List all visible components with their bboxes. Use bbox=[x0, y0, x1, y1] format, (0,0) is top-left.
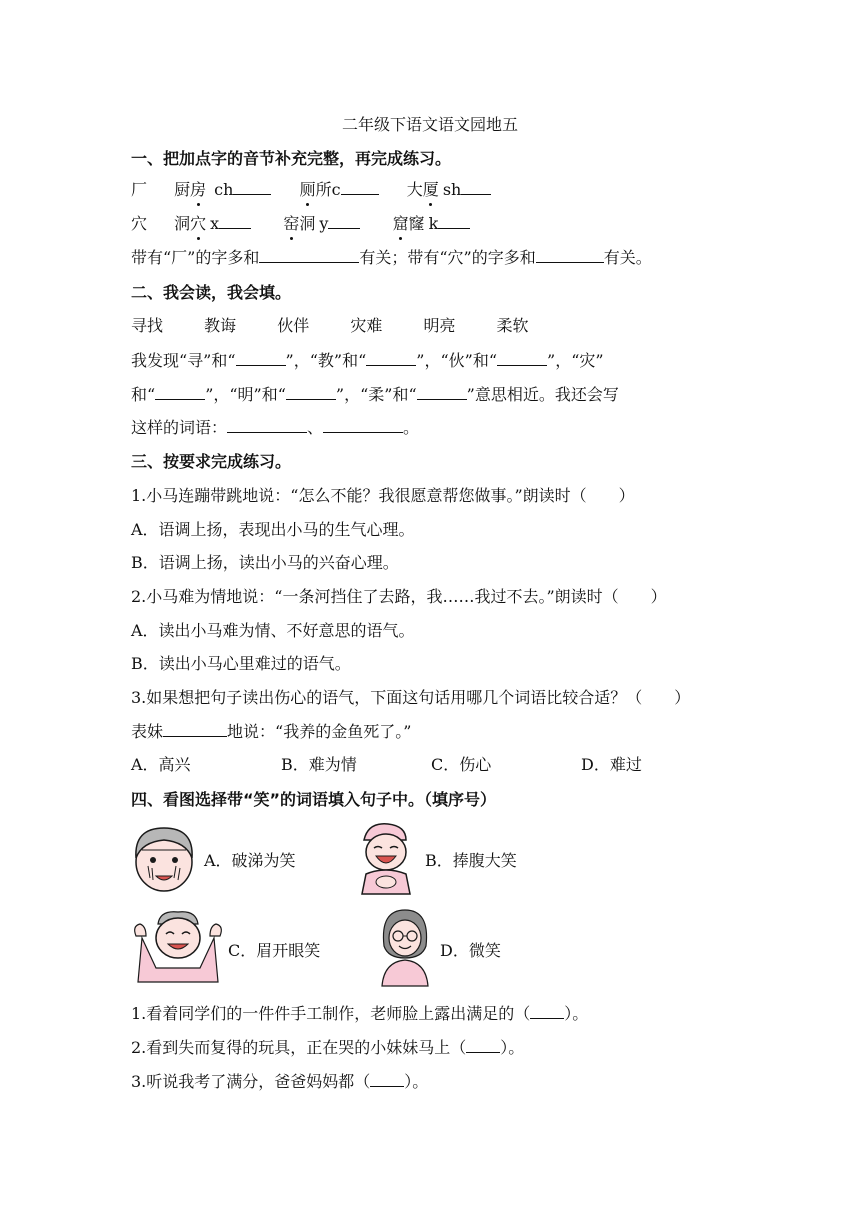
text: 1.看着同学们的一件件手工制作，老师脸上露出满足的（ bbox=[131, 1004, 531, 1023]
blank[interactable] bbox=[466, 1036, 500, 1053]
page-title: 二年级下语文语文园地五 bbox=[341, 115, 518, 134]
dotted-char: 穴 bbox=[190, 214, 207, 233]
section-1-heading: 一、把加点字的音节补充完整，再完成练习。 bbox=[131, 149, 452, 168]
text: ）。 bbox=[564, 1004, 589, 1023]
picture-option-b: B．捧腹大笑 bbox=[425, 851, 517, 870]
blank[interactable] bbox=[438, 212, 470, 229]
blank[interactable] bbox=[366, 349, 416, 366]
text: 、 bbox=[307, 418, 324, 437]
beaming-boy-illustration bbox=[130, 908, 226, 984]
radical-chang: 厂 bbox=[131, 180, 148, 199]
fill-sentence-1 bbox=[131, 1002, 588, 1025]
pinyin-start: ch bbox=[214, 180, 234, 199]
blank[interactable] bbox=[155, 383, 205, 400]
question-3: 3.如果想把句子读出伤心的语气，下面这句话用哪几个词语比较合适？（ ） bbox=[131, 688, 691, 707]
blank[interactable] bbox=[236, 349, 286, 366]
q2-option-a: A．读出小马难为情、不好意思的语气。 bbox=[131, 621, 415, 640]
blank[interactable] bbox=[259, 246, 359, 263]
laughing-boy-illustration bbox=[352, 818, 418, 898]
text: 这样的词语： bbox=[131, 418, 228, 437]
blank[interactable] bbox=[341, 178, 379, 195]
blank[interactable] bbox=[323, 416, 403, 433]
text: ）。 bbox=[404, 1072, 429, 1091]
s1-row-2 bbox=[131, 212, 470, 235]
text: ）。 bbox=[500, 1038, 525, 1057]
word-item: 寻找 bbox=[131, 316, 164, 335]
word-2-char-2: 所 bbox=[315, 180, 332, 199]
pinyin-start: k bbox=[428, 214, 439, 233]
blank[interactable] bbox=[417, 383, 467, 400]
word-3-char-1: 大 bbox=[406, 180, 423, 199]
dotted-char: 厕 bbox=[299, 180, 316, 199]
word-list bbox=[131, 315, 529, 337]
blank[interactable] bbox=[530, 1002, 564, 1019]
s2-line-3 bbox=[131, 416, 419, 439]
text: 。 bbox=[403, 418, 420, 437]
pinyin-start: y bbox=[319, 214, 329, 233]
blank[interactable] bbox=[370, 1070, 404, 1087]
q3-option-a: A．高兴 bbox=[131, 755, 191, 774]
s1-question bbox=[131, 246, 652, 269]
word-item: 教诲 bbox=[204, 316, 237, 335]
dotted-char: 厦 bbox=[422, 180, 439, 199]
text: ”意思相近。我还会写 bbox=[466, 385, 619, 404]
word-1-char-1: 洞 bbox=[174, 214, 191, 233]
blank[interactable] bbox=[461, 178, 491, 195]
radical-xue: 穴 bbox=[131, 214, 148, 233]
text: ”，“教”和“ bbox=[285, 351, 367, 370]
s2-line-1 bbox=[131, 349, 604, 372]
text: 3.听说我考了满分，爸爸妈妈都（ bbox=[131, 1072, 371, 1091]
q3-option-d: D．难过 bbox=[581, 755, 642, 774]
dotted-char: 窑 bbox=[283, 214, 300, 233]
text: ”，“伙”和“ bbox=[416, 351, 498, 370]
text: 地说：“我养的金鱼死了。” bbox=[227, 722, 412, 741]
blank[interactable] bbox=[219, 212, 251, 229]
word-item: 明亮 bbox=[423, 316, 456, 335]
blank[interactable] bbox=[227, 416, 307, 433]
blank[interactable] bbox=[233, 178, 271, 195]
smiling-woman-illustration bbox=[378, 906, 432, 988]
section-2-heading: 二、我会读，我会填。 bbox=[131, 283, 292, 302]
text: 我发现“寻”和“ bbox=[131, 351, 236, 370]
text: 带有“厂”的字多和 bbox=[131, 248, 260, 267]
fill-sentence-2 bbox=[131, 1036, 524, 1059]
dotted-char: 窟 bbox=[392, 214, 409, 233]
text: ”，“灾” bbox=[547, 351, 604, 370]
q1-option-a: A．语调上扬，表现出小马的生气心理。 bbox=[131, 520, 415, 539]
pinyin-start: sh bbox=[442, 180, 462, 199]
crying-girl-illustration bbox=[128, 822, 200, 894]
text: ”，“明”和“ bbox=[205, 385, 286, 404]
question-1: 1.小马连蹦带跳地说：“怎么不能？我很愿意帮您做事。”朗读时（ ） bbox=[131, 486, 635, 505]
question-2: 2.小马难为情地说：“一条河挡住了去路，我……我过不去。”朗读时（ ） bbox=[131, 587, 667, 606]
pinyin-start: c bbox=[331, 180, 341, 199]
picture-option-d: D．微笑 bbox=[440, 941, 501, 960]
q3-option-b: B．难为情 bbox=[281, 755, 357, 774]
section-4-heading: 四、看图选择带“笑”的词语填入句子中。（填序号） bbox=[131, 790, 497, 809]
blank[interactable] bbox=[163, 720, 227, 737]
q3-options bbox=[131, 754, 642, 776]
blank[interactable] bbox=[286, 383, 336, 400]
fill-sentence-3 bbox=[131, 1070, 428, 1093]
blank[interactable] bbox=[536, 246, 604, 263]
picture-option-c: C．眉开眼笑 bbox=[228, 941, 321, 960]
q3-sentence bbox=[131, 720, 411, 743]
dotted-char: 房 bbox=[190, 180, 207, 199]
word-1-char-1: 厨 bbox=[174, 180, 191, 199]
pinyin-start: x bbox=[210, 214, 220, 233]
s1-row-1 bbox=[131, 178, 491, 201]
text: 和“ bbox=[131, 385, 156, 404]
text: 2.看到失而复得的玩具，正在哭的小妹妹马上（ bbox=[131, 1038, 467, 1057]
q2-option-b: B．读出小马心里难过的语气。 bbox=[131, 654, 351, 673]
word-item: 伙伴 bbox=[277, 316, 310, 335]
text: 表妹 bbox=[131, 722, 164, 741]
word-2-char-2: 洞 bbox=[299, 214, 316, 233]
text: 有关。 bbox=[603, 248, 652, 267]
text: 有关；带有“穴”的字多和 bbox=[359, 248, 536, 267]
q1-option-b: B．语调上扬，读出小马的兴奋心理。 bbox=[131, 553, 399, 572]
blank[interactable] bbox=[497, 349, 547, 366]
text: ”，“柔”和“ bbox=[335, 385, 417, 404]
s2-line-2 bbox=[131, 383, 619, 406]
word-3-char-2: 窿 bbox=[408, 214, 425, 233]
q3-option-c: C．伤心 bbox=[431, 755, 492, 774]
word-item: 柔软 bbox=[496, 316, 529, 335]
section-3-heading: 三、按要求完成练习。 bbox=[131, 452, 292, 471]
word-item: 灾难 bbox=[350, 316, 383, 335]
picture-option-a: A．破涕为笑 bbox=[204, 851, 296, 870]
blank[interactable] bbox=[328, 212, 360, 229]
